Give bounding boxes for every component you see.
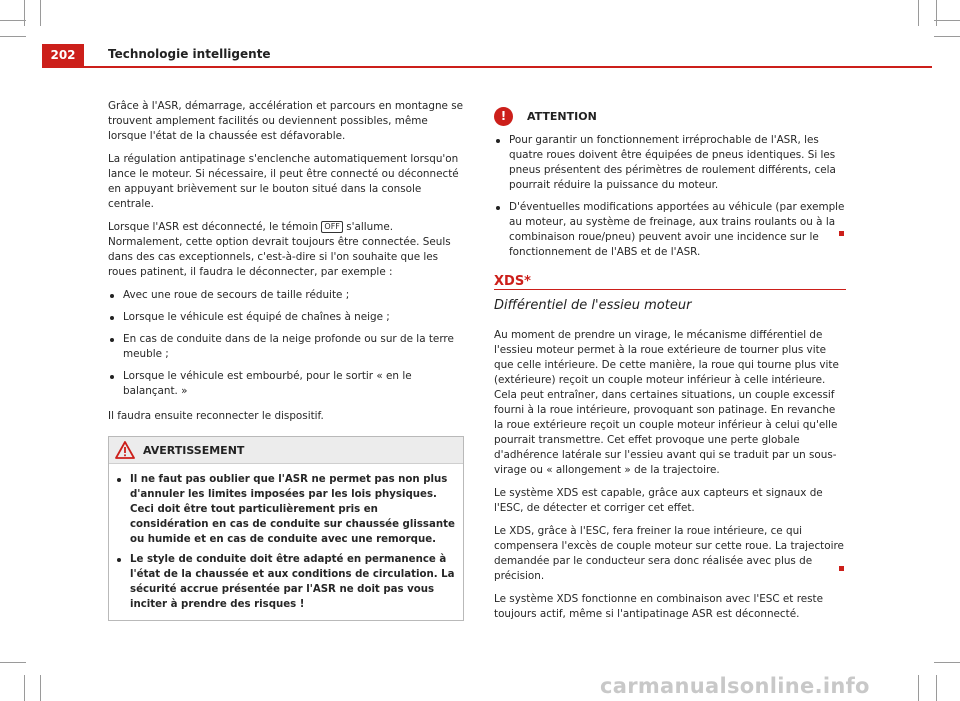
attention-item: D'éventuelles modifications apportées au véhicule (par exemple au moteur, au système de freinage, aux trains roulants ou à la combinaison roue/pneu) peuvent avoir une incidence sur le fonctionnement de l'ABS et de l'ASR. (494, 200, 846, 260)
list-item: Lorsque le véhicule est équipé de chaînes à neige ; (108, 310, 464, 325)
crop-mark (918, 0, 919, 26)
paragraph: Le système XDS est capable, grâce aux capteurs et signaux de l'ESC, de détecter et corriger cet effet. (494, 487, 823, 514)
paragraph: Il faudra ensuite reconnecter le dispositif. (108, 410, 324, 422)
paragraph: Grâce à l'ASR, démarrage, accélération et parcours en montagne se trouvent amplement facilités ou deviennent possibles, même lorsque l'état de la chaussée est défavorable. (108, 100, 464, 142)
paragraph: La régulation antipatinage s'enclenche automatiquement lorsqu'on lance le moteur. Si nécessaire, il peut être connecté ou déconnecté en appuyant brièvement sur le bouton situé dans la console centrale. (108, 153, 459, 210)
section-end-mark (839, 231, 844, 236)
section-title: XDS* (494, 274, 531, 289)
text-fragment: s'allume. Normalement, cette option devrait toujours être connectée. Seuls dans des cas exceptionnels, c'est-à-dire si l'on souhaite que les roues patinent, il faudra le déconnecter, par exemple : (108, 221, 451, 278)
crop-mark (0, 662, 26, 663)
paragraph (108, 220, 464, 280)
left-column (108, 99, 464, 621)
crop-mark (934, 36, 960, 37)
paragraph: Le système XDS fonctionne en combinaison avec l'ESC et reste toujours actif, même si l'antipatinage ASR est déconnecté. (494, 593, 824, 620)
warning-box (108, 436, 464, 621)
crop-mark (936, 675, 937, 701)
warning-triangle-icon (115, 441, 135, 459)
crop-mark (0, 36, 26, 37)
asr-off-label: OFF (324, 222, 340, 231)
list-item: Lorsque le véhicule est embourbé, pour le sortir « en le balançant. » (108, 369, 464, 399)
warning-item: Le style de conduite doit être adapté en permanence à l'état de la chaussée et aux conditions de circulation. La sécurité accrue présentée par l'ASR ne doit pas vous inciter à prendre des risques ! (115, 552, 457, 612)
warning-body (109, 464, 463, 620)
attention-item: Pour garantir un fonctionnement irréprochable de l'ASR, les quatre roues doivent être équipées de pneus identiques. Si les pneus présentent des périmètres de roulement différents, cela pourrait réduire la puissance du moteur. (494, 133, 846, 193)
exclamation-circle-icon: ! (494, 107, 513, 126)
xds-heading (494, 270, 846, 290)
xds-body (494, 328, 846, 630)
asr-off-button-icon (321, 221, 343, 233)
crop-mark (934, 20, 960, 21)
section-end-mark (839, 566, 844, 571)
crop-mark (40, 675, 41, 701)
crop-mark (918, 675, 919, 701)
paragraph: Au moment de prendre un virage, le mécanisme différentiel de l'essieu moteur permet à la roue extérieure de tourner plus vite que celle intérieure. De cette manière, la roue qui tourne plus vite (extérieure) reçoit un couple moteur inférieur à celle intérieure. Cela peut entraîner, dans certaines situations, un couple excessif fourni à la roue intérieure, provoquant son patinage. En revanche la roue extérieure reçoit un couple moteur inférieur à celui qu'elle pourrait transmettre. Cet effet provoque une perte globale d'adhérence latérale sur l'essieu avant qui se traduit par un sous-virage ou « allongement » de la trajectoire. (494, 329, 839, 476)
crop-mark (40, 0, 41, 26)
list-item: Avec une roue de secours de taille réduite ; (108, 288, 464, 303)
section-subtitle: Différentiel de l'essieu moteur (494, 298, 692, 313)
warning-header (109, 437, 463, 464)
warning-item: Il ne faut pas oublier que l'ASR ne permet pas non plus d'annuler les limites imposées par les lois physiques. Ceci doit être tout particulièrement pris en considération en cas de conduite sur chaussée glissante ou humide et en cas de conduite avec une remorque. (115, 472, 457, 547)
page-number: 202 (42, 44, 84, 66)
crop-mark (24, 675, 25, 701)
attention-section (494, 105, 846, 267)
crop-mark (934, 662, 960, 663)
page-header (42, 44, 932, 68)
crop-mark (936, 0, 937, 26)
list-item: En cas de conduite dans de la neige profonde ou sur de la terre meuble ; (108, 332, 464, 362)
warning-title: AVERTISSEMENT (143, 443, 245, 457)
attention-title: ATTENTION (527, 109, 597, 123)
crop-mark (0, 20, 26, 21)
text-fragment: Lorsque l'ASR est déconnecté, le témoin (108, 221, 319, 233)
crop-mark (24, 0, 25, 26)
paragraph: Le XDS, grâce à l'ESC, fera freiner la roue intérieure, ce qui compensera l'excès de couple moteur sur cette roue. La trajectoire demandée par le conducteur sera donc réalisée avec plus de précision. (494, 525, 844, 582)
watermark: carmanualsonline.info (600, 674, 870, 698)
header-rule (42, 66, 932, 68)
attention-header (494, 105, 846, 127)
chapter-title: Technologie intelligente (108, 47, 271, 61)
